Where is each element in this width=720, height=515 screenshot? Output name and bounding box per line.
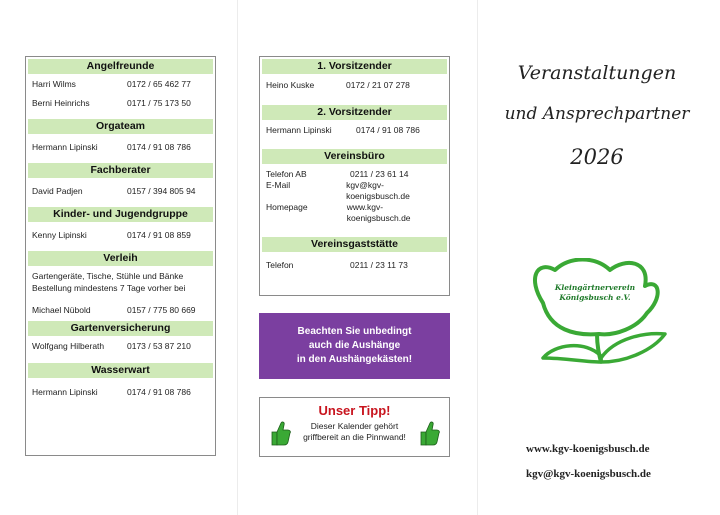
buero-value: kgv@kgv-koenigsbusch.de xyxy=(346,180,410,201)
notice-box xyxy=(259,313,450,379)
thumbs-up-icon xyxy=(417,418,441,448)
buero-row xyxy=(260,169,449,180)
section-title: Orgateam xyxy=(28,119,213,134)
tip-line: Dieser Kalender gehört xyxy=(310,421,399,431)
buero-row xyxy=(260,202,449,224)
contact-name: Harri Wilms xyxy=(32,79,76,89)
contact-row xyxy=(26,184,215,198)
contact-name: Michael Nübold xyxy=(32,305,91,315)
contact-row xyxy=(26,339,215,353)
buero-key: E-Mail xyxy=(266,180,291,190)
buero-value: www.kgv-koenigsbusch.de xyxy=(346,202,411,223)
tip-line: griffbereit an die Pinnwand! xyxy=(303,432,406,442)
verleih-note-line: Bestellung mindestens 7 Tage vorher bei xyxy=(32,283,186,293)
section-title: Verleih xyxy=(28,251,213,266)
section-angelfreunde xyxy=(26,59,215,110)
contact-phone: 0174 / 91 08 786 xyxy=(127,142,191,152)
logo-text xyxy=(540,283,650,303)
buero-value: 0211 / 23 61 14 xyxy=(350,169,409,179)
contact-row xyxy=(26,96,215,110)
contact-name: Hermann Lipinski xyxy=(32,142,98,152)
fold-line-1 xyxy=(237,0,238,515)
contact-row xyxy=(26,385,215,399)
tip-box xyxy=(259,397,450,457)
section-vereinsbuero xyxy=(260,149,449,224)
tip-title: Unser Tipp! xyxy=(318,403,391,418)
contact-phone: 0171 / 75 173 50 xyxy=(127,98,191,108)
contact-row xyxy=(26,140,215,154)
contact-row xyxy=(26,303,215,317)
section-gartenversicherung xyxy=(26,321,215,353)
contacts-panel xyxy=(25,56,216,456)
section-gaststaette xyxy=(260,237,449,271)
gaststaette-row xyxy=(260,260,449,271)
email-link[interactable]: kgv@kgv-koenigsbusch.de xyxy=(526,468,651,480)
contact-phone: 0174 / 91 08 786 xyxy=(356,125,420,135)
board-panel xyxy=(259,56,450,296)
section-fachberater xyxy=(26,163,215,198)
contact-phone: 0173 / 53 87 210 xyxy=(127,341,191,351)
cover-year: 2026 xyxy=(570,145,624,169)
verleih-note-line: Gartengeräte, Tische, Stühle und Bänke xyxy=(32,271,184,281)
section-verleih xyxy=(26,251,215,317)
contact-phone: 0157 / 775 80 669 xyxy=(127,305,196,315)
contact-name: Heino Kuske xyxy=(266,80,315,90)
contact-name: David Padjen xyxy=(32,186,83,196)
section-title: Gartenversicherung xyxy=(28,321,213,336)
contact-name: Hermann Lipinski xyxy=(266,125,332,135)
contact-row xyxy=(26,77,215,91)
contact-row xyxy=(26,228,215,242)
section-wasserwart xyxy=(26,363,215,399)
contact-name: Wolfgang Hilberath xyxy=(32,341,105,351)
contact-row xyxy=(260,123,449,137)
section-vorsitz2 xyxy=(260,105,449,137)
section-title: Kinder- und Jugendgruppe xyxy=(28,207,213,222)
section-title: 1. Vorsitzender xyxy=(262,59,447,74)
contact-phone: 0172 / 65 462 77 xyxy=(127,79,191,89)
contact-phone: 0157 / 394 805 94 xyxy=(127,186,196,196)
gaststaette-value: 0211 / 23 11 73 xyxy=(350,260,408,270)
contact-phone: 0174 / 91 08 786 xyxy=(127,387,191,397)
section-title: Wasserwart xyxy=(28,363,213,378)
cover-title-line2: und Ansprechpartner xyxy=(504,104,690,124)
section-title: Vereinsgaststätte xyxy=(262,237,447,252)
contact-name: Kenny Lipinski xyxy=(32,230,87,240)
buero-key: Telefon AB xyxy=(266,169,307,179)
contact-row xyxy=(260,78,449,92)
section-title: 2. Vorsitzender xyxy=(262,105,447,120)
notice-line: Beachten Sie unbedingt xyxy=(297,326,412,337)
buero-key: Homepage xyxy=(266,202,308,212)
section-orgateam xyxy=(26,119,215,154)
cover-title-line1: Veranstaltungen xyxy=(517,62,677,84)
contact-phone: 0172 / 21 07 278 xyxy=(346,80,410,90)
section-title: Fachberater xyxy=(28,163,213,178)
thumbs-up-icon xyxy=(268,418,292,448)
logo-line: Königsbusch e.V. xyxy=(559,293,631,302)
section-title: Angelfreunde xyxy=(28,59,213,74)
contact-name: Hermann Lipinski xyxy=(32,387,98,397)
section-jugendgruppe xyxy=(26,207,215,242)
notice-line: in den Aushängekästen! xyxy=(296,354,413,365)
website-link[interactable]: www.kgv-koenigsbusch.de xyxy=(526,443,650,455)
gaststaette-key: Telefon xyxy=(266,260,294,270)
contact-phone: 0174 / 91 08 859 xyxy=(127,230,191,240)
buero-details xyxy=(260,169,449,224)
notice-line: auch die Aushänge xyxy=(308,340,401,351)
section-title: Vereinsbüro xyxy=(262,149,447,164)
buero-row xyxy=(260,180,449,202)
contact-name: Berni Heinrichs xyxy=(32,98,90,108)
verleih-note xyxy=(26,268,215,296)
logo-line: Kleingärtnerverein xyxy=(554,283,636,292)
section-vorsitz1 xyxy=(260,59,449,92)
tulip-logo-icon xyxy=(515,258,675,373)
